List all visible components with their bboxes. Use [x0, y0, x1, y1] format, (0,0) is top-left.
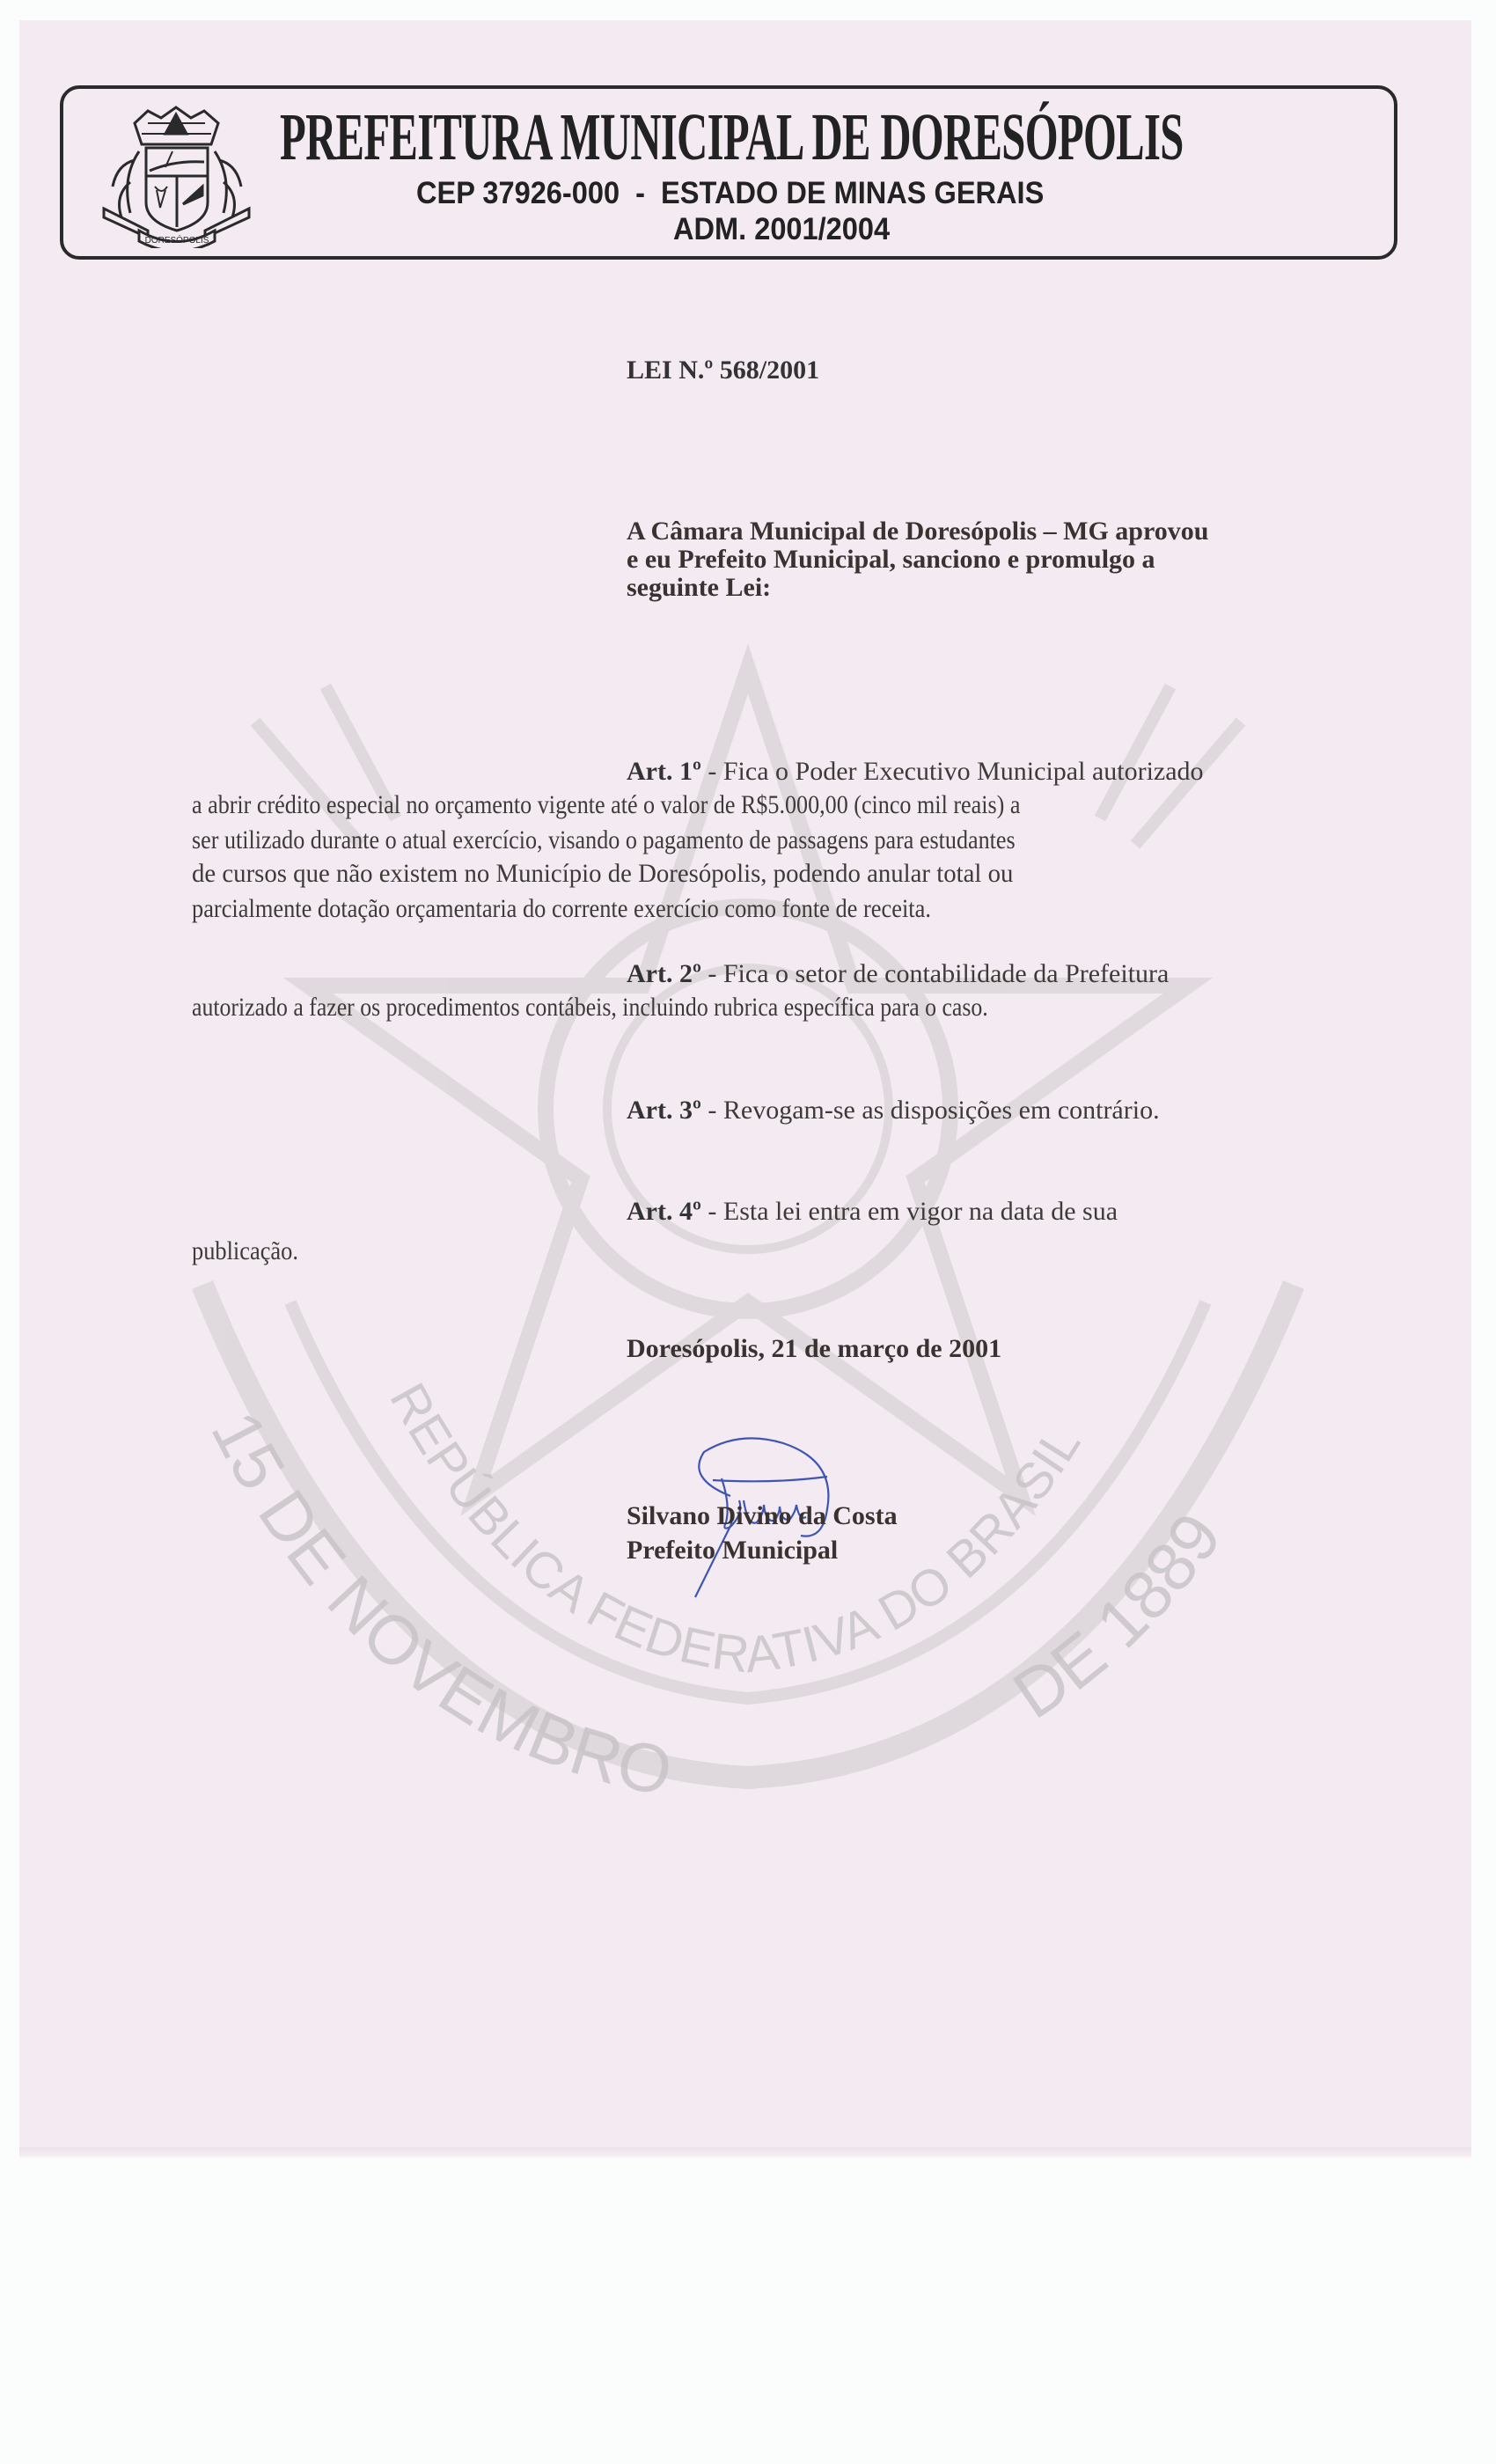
article-1-line-1: a abrir crédito especial no orçamento vigente até o valor de R$5.000,00 (cinco mil reais) a [192, 790, 1021, 819]
article-2-heading [627, 959, 1280, 989]
article-2-line-1: autorizado a fazer os procedimentos contábeis, incluindo rubrica específica para o caso. [192, 993, 988, 1022]
article-1-line-4: parcialmente dotação orçamentaria do corrente exercício como fonte de receita. [192, 894, 931, 923]
watermark-date-right: DE 1889 [999, 1499, 1236, 1734]
signatory-role: Prefeito Municipal [627, 1536, 839, 1565]
letterhead-title: PREFEITURA MUNICIPAL DE DORESÓPOLIS [280, 100, 1184, 174]
watermark-date-left: 15 DE NOVEMBRO [196, 1398, 679, 1811]
crest-banner-text: DORESÓPOLIS [144, 236, 209, 246]
article-2-first-line: - Fica o setor de contabilidade da Prefeitura [700, 959, 1170, 988]
article-2-label: Art. 2º [627, 959, 701, 988]
article-4-label: Art. 4º [627, 1197, 701, 1226]
law-number-title: LEI N.º 568/2001 [627, 356, 820, 385]
watermark-republic-text: REPÚBLICA FEDERATIVA DO BRASIL [378, 1374, 1092, 1684]
law-preamble: A Câmara Municipal de Doresópolis – MG aprovou e eu Prefeito Municipal, sanciono e promulgo a seguinte Lei: [627, 517, 1209, 602]
municipal-crest-icon [86, 99, 267, 248]
article-3-label: Art. 3º [627, 1096, 701, 1125]
article-4-first-line: - Esta lei entra em vigor na data de sua [700, 1197, 1118, 1226]
place-and-date: Doresópolis, 21 de março de 2001 [627, 1334, 1002, 1363]
letterhead-administration: ADM. 2001/2004 [673, 212, 891, 246]
page-bottom-edge [19, 2147, 1471, 2160]
signatory-name: Silvano Divino da Costa [627, 1501, 898, 1530]
article-4-line-1: publicação. [192, 1236, 298, 1265]
article-1-heading [627, 757, 1280, 787]
article-3-first-line: - Revogam-se as disposições em contrário. [700, 1096, 1160, 1125]
article-3-heading [627, 1096, 1280, 1126]
article-4-heading [627, 1197, 1280, 1227]
article-1-line-2: ser utilizado durante o atual exercício, visando o pagamento de passagens para estudantes [192, 825, 1016, 854]
letterhead-address: CEP 37926-000 - ESTADO DE MINAS GERAIS [416, 176, 1045, 210]
article-1-label: Art. 1º [627, 757, 701, 786]
article-1-line-3: de cursos que não existem no Município de Doresópolis, podendo anular total ou [192, 859, 1014, 888]
article-1-first-line: - Fica o Poder Executivo Municipal autorizado [700, 757, 1204, 786]
document-page [19, 20, 1471, 2157]
